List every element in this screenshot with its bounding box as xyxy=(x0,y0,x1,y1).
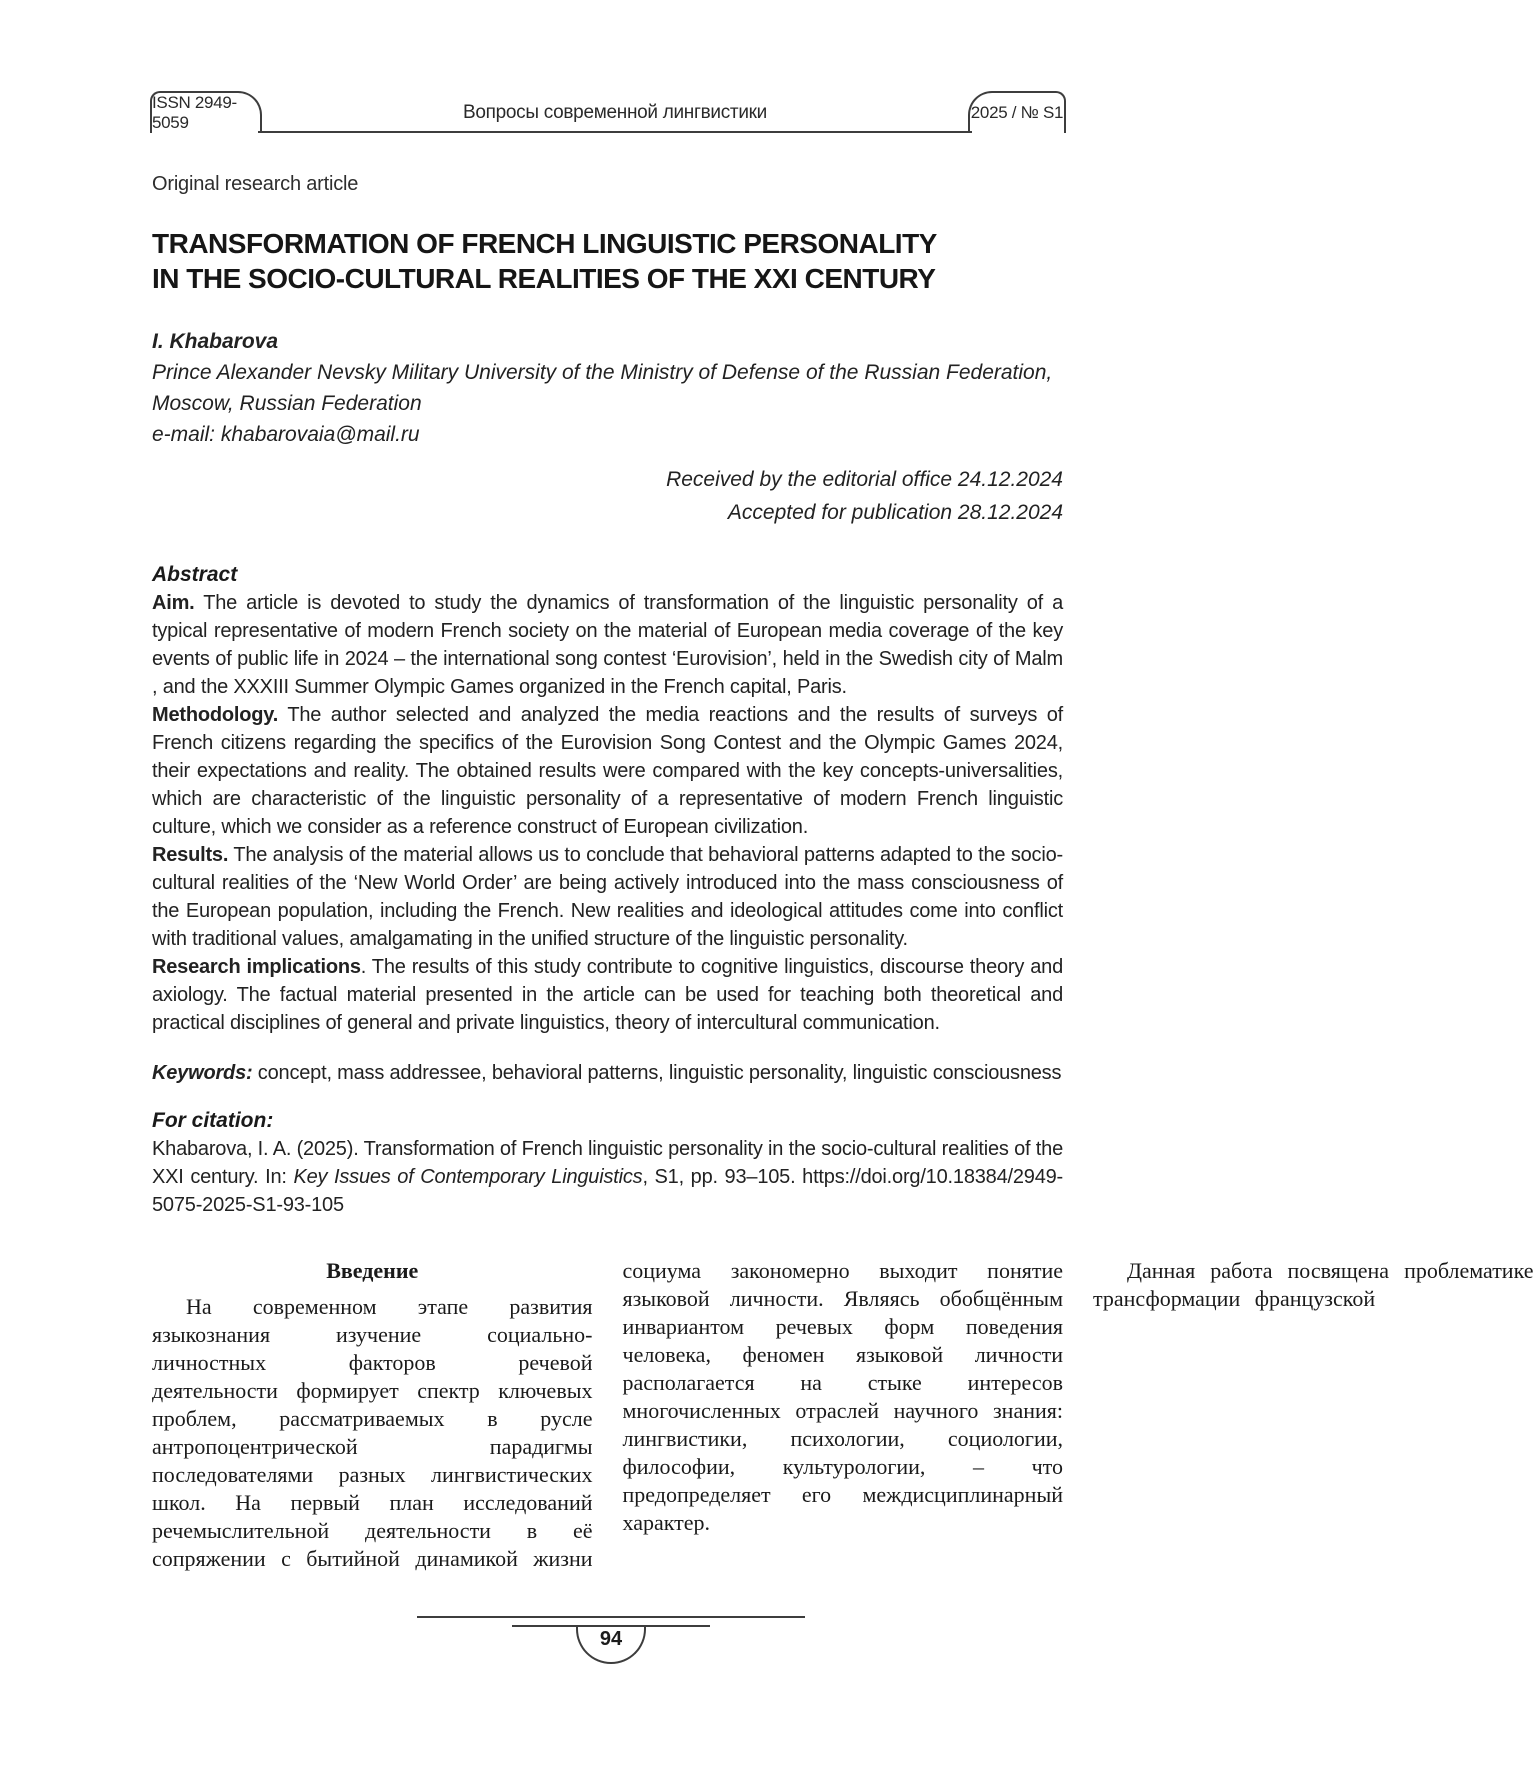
footer-rule-1 xyxy=(417,1616,805,1618)
page-number: 94 xyxy=(599,1628,623,1650)
citation-text-2: , S1, pp. 93–105. https://doi.org/10.18384/2949-5075-2025-S1-93-105 xyxy=(152,1166,1064,1216)
article-content xyxy=(152,0,1534,1587)
journal-title: Вопросы современной лингвистики xyxy=(463,102,767,123)
received-line: Received by the editorial office 24.12.2024 xyxy=(666,468,1063,491)
aim-label: Aim. xyxy=(152,592,195,614)
article-type-label: Original research article xyxy=(152,173,359,195)
accepted-line: Accepted for publication 28.12.2024 xyxy=(727,501,1063,524)
issue-label: 2025 / № S1 xyxy=(970,103,1064,122)
affiliation-line-2: Moscow, Russian Federation xyxy=(152,392,422,415)
citation-text-1: Khabarova, I. A. (2025). Transformation of French linguistic personality in the socio-cultural realities of the XXI century. In: xyxy=(152,1138,1063,1188)
intro-paragraph-1: На современном этапе развития языкознания изучение социально-личностных факторов речевой деятельности формирует спектр ключевых проблем, рассматриваемых в русле антропоцентрической парадигмы последователями разных лингвистических школ. На первый план исследований речемыслительной деятельности в её сопряжении с бытийной динамикой жизни социума закономерно выходит понятие языковой личности. Являясь обобщённым инвариантом речевых форм поведения человека, феномен языковой личности располагается на стыке интересов многочисленных отраслей научного знания: лингвистики, психологии, социологии, философии, культурологии, – что предопределяет его междисциплинарный характер. xyxy=(152,1258,1063,1571)
abstract-implications-section xyxy=(152,953,1063,1037)
results-text: The analysis of the material allows us to conclude that behavioral patterns adapted to the socio-cultural realities of the ‘New World Order’ are being actively introduced into the mass consciousness of the European population, including the French. New realities and ideological attitudes come into conflict with traditional values, amalgamating in the unified structure of the linguistic personality. xyxy=(152,844,1063,950)
abstract-heading: Abstract xyxy=(152,563,238,586)
intro-paragraph-2: Данная работа посвящена проблематике трансформации французской xyxy=(1093,1258,1534,1311)
abstract-aim-section xyxy=(152,589,1063,701)
page-number-tab xyxy=(576,1627,646,1664)
title-line-1: TRANSFORMATION OF FRENCH LINGUISTIC PERSONALITY xyxy=(152,228,937,259)
issn-label: ISSN 2949-5059 xyxy=(152,93,237,132)
abstract-methodology-section xyxy=(152,701,1063,841)
abstract-results-section xyxy=(152,841,1063,953)
keywords-label: Keywords: xyxy=(152,1062,253,1084)
methodology-text: The author selected and analyzed the media reactions and the results of surveys of French citizens regarding the specifics of the Eurovision Song Contest and the Olympic Games 2024, their expectations and reality. The obtained results were compared with the key concepts-universalities, which are characteristic of the linguistic personality of a representative of modern French linguistic culture, which we consider as a reference construct of European civilization. xyxy=(152,704,1063,838)
email-line: e-mail: khabarovaia@mail.ru xyxy=(152,423,420,446)
for-citation-heading: For citation: xyxy=(152,1109,274,1132)
affiliation-line-1: Prince Alexander Nevsky Military University of the Ministry of Defense of the Russian Federation, xyxy=(152,361,1053,384)
keywords-paragraph xyxy=(152,1059,1063,1087)
implications-text: . The results of this study contribute to cognitive linguistics, discourse theory and axiology. The factual material presented in the article can be used for teaching both theoretical and practical disciplines of general and private linguistics, theory of intercultural communication. xyxy=(152,956,1063,1034)
cited-journal-name: Key Issues of Contemporary Linguistics xyxy=(293,1166,643,1188)
author-name: I. Khabarova xyxy=(152,330,279,353)
citation-paragraph xyxy=(152,1135,1063,1219)
methodology-label: Methodology. xyxy=(152,704,279,726)
title-line-2: IN THE SOCIO-CULTURAL REALITIES OF THE XXI CENTURY xyxy=(152,263,936,294)
aim-text: The article is devoted to study the dynamics of transformation of the linguistic personality of a typical representative of modern French society on the material of European media coverage of the key events of public life in 2024 – the international song contest ‘Eurovision’, held in the Swedish city of Malm , and the XXXIII Summer Olympic Games organized in the French capital, Paris. xyxy=(152,592,1063,698)
results-label: Results. xyxy=(152,844,229,866)
introduction-section xyxy=(152,1257,1534,1587)
editorial-dates xyxy=(152,463,1063,529)
keywords-text: concept, mass addressee, behavioral patterns, linguistic personality, linguistic consciousness xyxy=(252,1062,1062,1084)
byline-block xyxy=(152,326,1063,450)
introduction-heading: Введение xyxy=(326,1258,419,1283)
article-title xyxy=(152,226,1063,296)
implications-label: Research implications xyxy=(152,956,361,978)
